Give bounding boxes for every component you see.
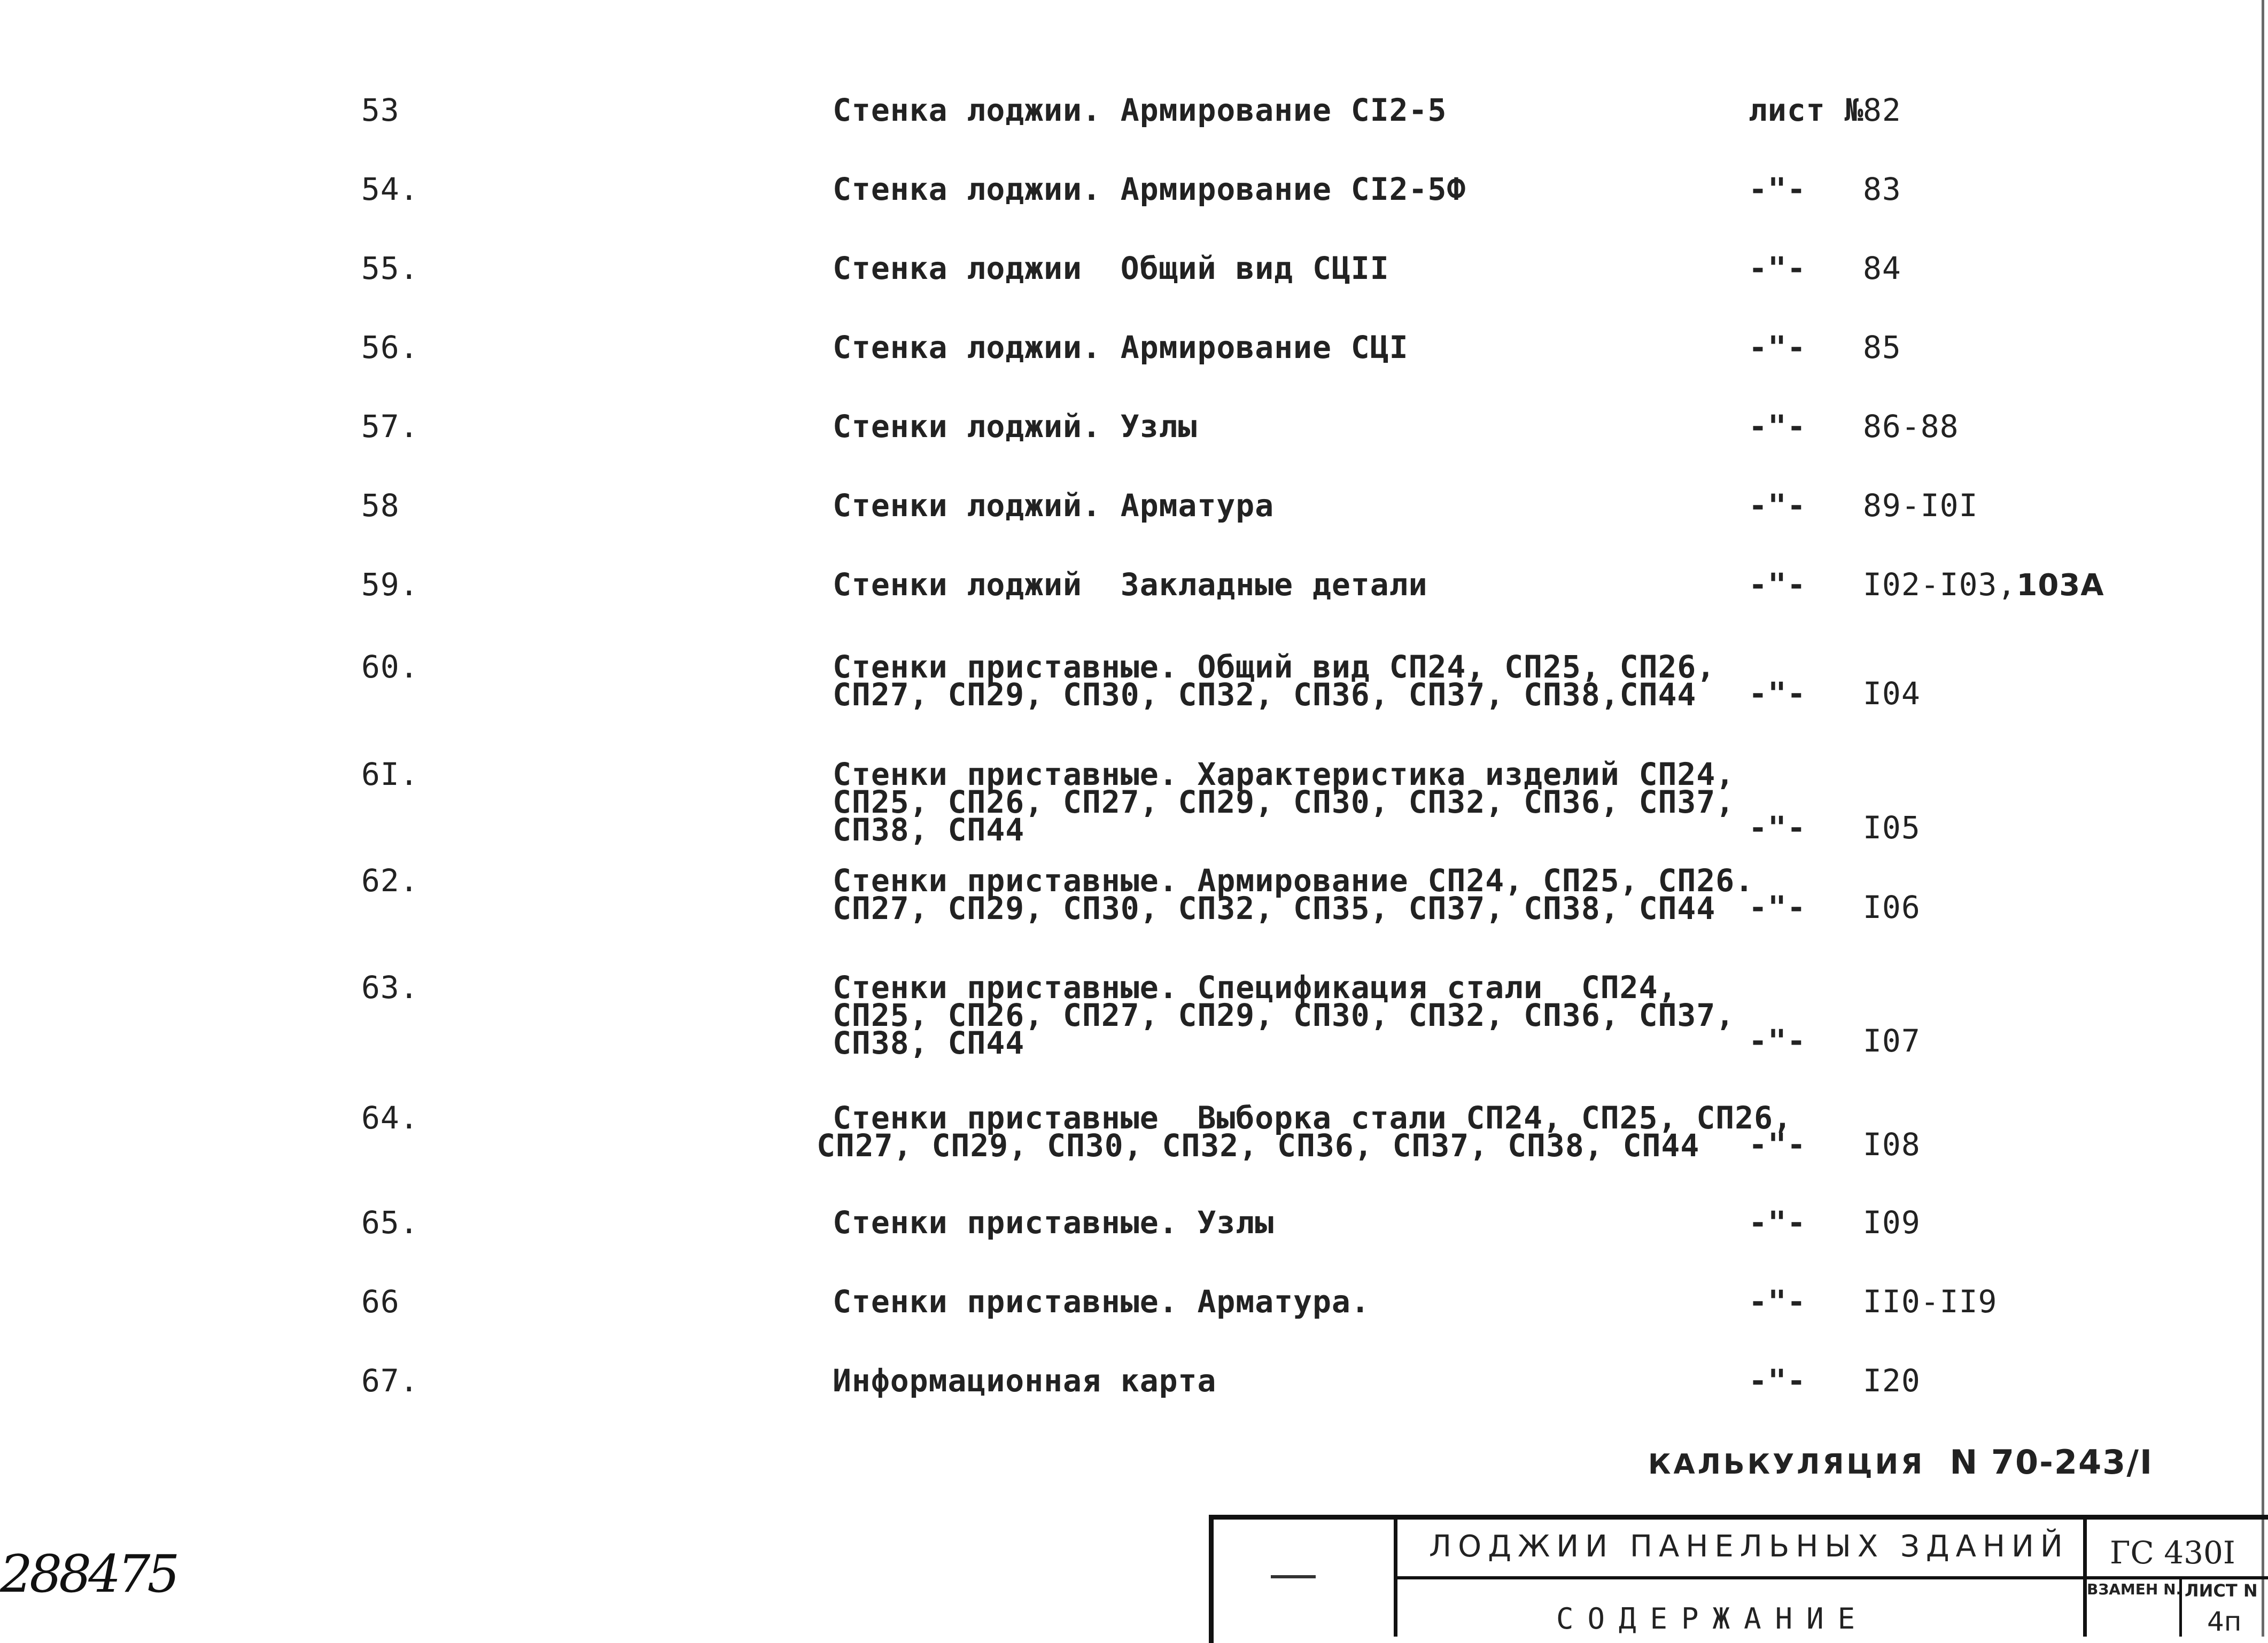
item-title xyxy=(833,969,1735,1061)
sheet-number-value: I20 xyxy=(1863,1362,1921,1399)
item-title-line: СП25, СП26, СП27, СП29, СП30, СП32, СП36, СП37, xyxy=(833,997,1735,1033)
sheet-number-value: 86-88 xyxy=(1863,408,1959,445)
sheet-number-value: II0-II9 xyxy=(1863,1283,1998,1320)
sheet-number-value: 83 xyxy=(1863,171,1901,207)
item-title xyxy=(833,329,1409,365)
item-title xyxy=(833,92,1447,128)
sheet-number-value: 85 xyxy=(1863,329,1901,365)
sheet-number-value: I09 xyxy=(1863,1204,1921,1241)
title-block-divider xyxy=(1394,1576,2268,1579)
item-title-line: Стенка лоджии. Армирование СЦI xyxy=(833,329,1409,365)
item-number: 64. xyxy=(361,1100,419,1136)
title-block-sheet-label: ЛИСТ N xyxy=(2185,1580,2258,1601)
item-title-line: Информационная карта xyxy=(833,1362,1217,1399)
title-block-title: ЛОДЖИИ ПАНЕЛЬНЫХ ЗДАНИЙ xyxy=(1429,1529,2069,1564)
item-title-line: Стенка лоджии. Армирование СI2-5 xyxy=(833,92,1447,128)
sheet-number-value: I05 xyxy=(1863,809,1921,846)
ditto-mark: -"- xyxy=(1749,250,1806,286)
item-number: 58 xyxy=(361,487,400,524)
page-edge-line xyxy=(2262,0,2264,1637)
item-title xyxy=(833,1362,1217,1399)
item-title xyxy=(833,756,1735,848)
item-title-line: СП38, СП44 xyxy=(833,812,1025,848)
item-title-line: Стенки приставные. Общий вид СП24, СП25, СП26, xyxy=(833,649,1716,685)
item-title-line: Стенки лоджий Закладные детали xyxy=(833,566,1428,603)
ditto-mark: -"- xyxy=(1749,1283,1806,1320)
sheet-number-value: I08 xyxy=(1863,1126,1921,1163)
item-title xyxy=(833,862,1754,926)
item-title xyxy=(833,1204,1275,1241)
item-title-line: Стенки приставные. Характеристика изделий СП24, xyxy=(833,756,1735,792)
item-title-line: Стенки приставные. Армирование СП24, СП25, СП26. xyxy=(833,862,1754,899)
item-title-line: Стенки приставные. Узлы xyxy=(833,1204,1275,1241)
item-title-line: СП27, СП29, СП30, СП32, СП36, СП37, СП38,СП44 xyxy=(833,676,1697,713)
item-number: 54. xyxy=(361,171,419,207)
item-title-line: Стенка лоджии Общий вид СЦII xyxy=(833,250,1389,286)
ditto-mark: -"- xyxy=(1749,171,1806,207)
title-block-dash xyxy=(1271,1575,1316,1578)
sheet-number xyxy=(1863,809,1921,846)
ditto-mark: лист № xyxy=(1749,92,1864,128)
item-title-line: СП27, СП29, СП30, СП32, СП35, СП37, СП38, СП44 xyxy=(833,890,1716,926)
ditto-mark: -"- xyxy=(1749,889,1806,925)
item-title-line: СП25, СП26, СП27, СП29, СП30, СП32, СП36, СП37, xyxy=(833,784,1735,820)
sheet-number xyxy=(1863,566,2104,603)
sheet-number xyxy=(1863,487,1978,524)
item-title-line: Стенки приставные. Арматура. xyxy=(833,1283,1370,1320)
ditto-mark: -"- xyxy=(1749,566,1806,603)
item-title xyxy=(833,408,1198,445)
ditto-mark: -"- xyxy=(1749,1023,1806,1059)
sheet-number-value: 89-I0I xyxy=(1863,487,1978,524)
sheet-number-value: I07 xyxy=(1863,1023,1921,1059)
title-block-subtitle: СОДЕРЖАНИЕ xyxy=(1556,1602,1869,1636)
item-number: 56. xyxy=(361,329,419,365)
title-block-sheet-value: 4п xyxy=(2207,1606,2242,1637)
sheet-number-addendum: 103А xyxy=(2016,568,2104,603)
ditto-mark: -"- xyxy=(1749,809,1806,846)
calculation-reference xyxy=(1648,1443,2153,1482)
item-title xyxy=(833,1283,1370,1320)
item-number: 53 xyxy=(361,92,400,128)
item-title xyxy=(833,566,1428,603)
ditto-mark: -"- xyxy=(1749,1362,1806,1399)
sheet-number xyxy=(1863,1283,1998,1320)
sheet-number xyxy=(1863,1204,1921,1241)
item-title xyxy=(833,649,1716,713)
calc-code: N 70-243/I xyxy=(1949,1443,2154,1482)
item-title-line: СП27, СП29, СП30, СП32, СП36, СП37, СП38, СП44 xyxy=(817,1127,1700,1164)
sheet-number-value: I06 xyxy=(1863,889,1921,925)
item-number: 66 xyxy=(361,1283,400,1320)
title-block-divider xyxy=(1394,1515,1397,1637)
sheet-number xyxy=(1863,92,1901,128)
title-block-divider xyxy=(2083,1515,2087,1637)
item-number: 62. xyxy=(361,862,419,899)
item-title xyxy=(833,171,1466,207)
title-block-code: ГС 430I xyxy=(2110,1535,2235,1571)
calc-label: КАЛЬКУЛЯЦИЯ xyxy=(1648,1449,1925,1481)
item-number: 65. xyxy=(361,1204,419,1241)
item-title xyxy=(833,487,1275,524)
sheet-number xyxy=(1863,675,1921,712)
title-block-replace-label: ВЗАМЕН N. xyxy=(2087,1580,2182,1598)
sheet-number-value: I02-I03, xyxy=(1863,566,2017,603)
sheet-number xyxy=(1863,171,1901,207)
ditto-mark: -"- xyxy=(1749,408,1806,445)
item-title xyxy=(817,1100,1792,1164)
ditto-mark: -"- xyxy=(1749,675,1806,712)
sheet-number xyxy=(1863,408,1959,445)
item-number: 59. xyxy=(361,566,419,603)
item-number: 63. xyxy=(361,969,419,1006)
item-title-line: Стенки лоджий. Арматура xyxy=(833,487,1275,524)
item-number: 55. xyxy=(361,250,419,286)
sheet-number xyxy=(1863,889,1921,925)
sheet-number xyxy=(1863,1126,1921,1163)
item-number: 57. xyxy=(361,408,419,445)
item-title-line: Стенки лоджий. Узлы xyxy=(833,408,1198,445)
item-number: 6I. xyxy=(361,756,419,792)
handwritten-stamp-number: 288475 xyxy=(0,1544,177,1604)
ditto-mark: -"- xyxy=(1749,329,1806,365)
sheet-number xyxy=(1863,1023,1921,1059)
sheet-number-value: 84 xyxy=(1863,250,1901,286)
item-title-line: Стенки приставные. Спецификация стали СП24, xyxy=(833,969,1677,1006)
sheet-number xyxy=(1863,250,1901,286)
sheet-number-value: I04 xyxy=(1863,675,1921,712)
item-title xyxy=(833,250,1389,286)
sheet-number-value: 82 xyxy=(1863,92,1901,128)
item-title-line: СП38, СП44 xyxy=(833,1025,1025,1061)
item-title-line: Стенки приставные Выборка стали СП24, СП25, СП26, xyxy=(833,1100,1792,1136)
item-number: 60. xyxy=(361,649,419,685)
sheet-number xyxy=(1863,329,1901,365)
sheet-number xyxy=(1863,1362,1921,1399)
ditto-mark: -"- xyxy=(1749,487,1806,524)
item-title-line: Стенка лоджии. Армирование СI2-5Ф xyxy=(833,171,1466,207)
item-number: 67. xyxy=(361,1362,419,1399)
ditto-mark: -"- xyxy=(1749,1126,1806,1163)
ditto-mark: -"- xyxy=(1749,1204,1806,1241)
